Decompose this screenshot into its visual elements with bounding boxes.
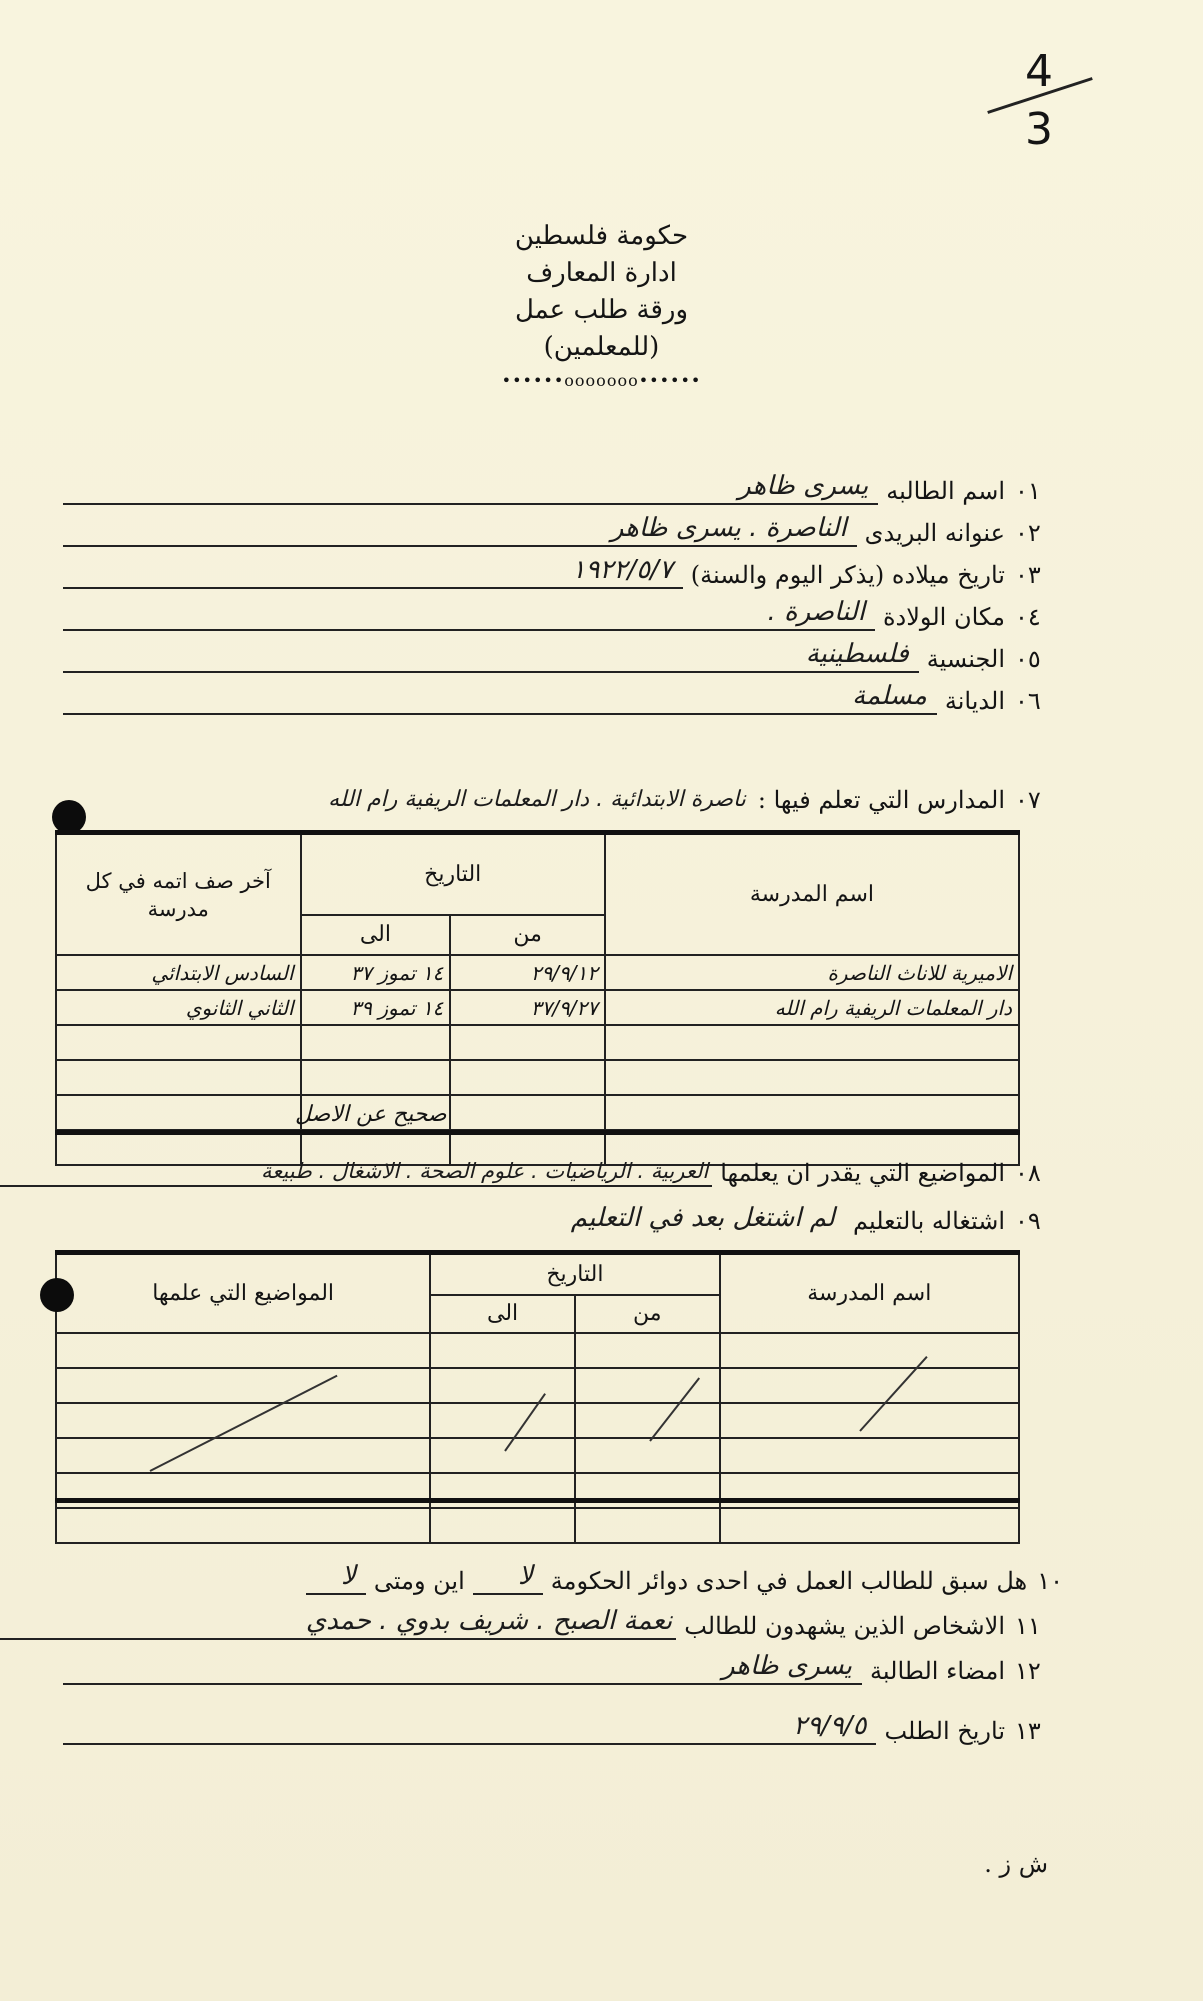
field-line	[0, 1606, 676, 1640]
field-line	[63, 597, 875, 631]
table-row	[56, 1095, 1019, 1130]
punch-hole	[52, 800, 86, 834]
cell-school: الاميرية للاناث الناصرة	[605, 955, 1019, 990]
table-row	[56, 1060, 1019, 1095]
punch-hole	[40, 1278, 74, 1312]
schools-table	[55, 835, 1020, 1166]
table-row	[56, 955, 1019, 990]
field-value: يسرى ظاهر	[721, 1651, 853, 1681]
table-rule	[55, 1130, 1020, 1135]
col-last-class: آخر صف اتمه في كل مدرسة	[56, 835, 301, 955]
col-school: اسم المدرسة	[605, 835, 1019, 955]
cell-to: ١٤ تموز ٣٩	[301, 990, 451, 1025]
cell-class: الثاني الثانوي	[56, 990, 301, 1025]
field-label-where-when: اين ومتى	[373, 1567, 465, 1595]
table-row	[56, 1508, 1019, 1543]
field-value: نعمة الصبح . شريف بدوي . حمدي	[305, 1606, 673, 1636]
field-government-service	[341, 1555, 1063, 1595]
field-label: الجنسية	[926, 645, 1005, 673]
cell-from: ٢٩/٩/١٢	[450, 955, 605, 990]
field-value: يسرى ظاهر	[738, 471, 869, 501]
field-label: عنوانه البريدى	[864, 519, 1005, 547]
col-from: من	[450, 915, 605, 955]
table-row	[56, 1403, 1019, 1438]
table-row	[56, 1368, 1019, 1403]
field-nationality	[63, 633, 1063, 673]
col-to: الى	[430, 1295, 575, 1333]
cell-school: دار المعلمات الريفية رام الله	[605, 990, 1019, 1025]
table-rule	[55, 1498, 1020, 1503]
field-birth-place	[63, 591, 1063, 631]
field-value: العربية . الرياضيات . علوم الصحة . الاشغال . طبيعة	[261, 1159, 709, 1183]
col-subjects: المواضيع التي علمها	[56, 1255, 430, 1333]
field-value: ناصرة الابتدائية . دار المعلمات الريفية رام الله	[328, 787, 746, 812]
field-value-where-when: لا	[341, 1561, 356, 1591]
field-label: الاشخاص الذين يشهدون للطالب	[684, 1612, 1005, 1640]
ornament-divider: ••••••ooooooo••••••	[501, 371, 702, 390]
field-value: الناصرة .	[767, 597, 865, 627]
col-date: التاريخ	[430, 1255, 719, 1295]
field-number: ٠٣	[1015, 561, 1041, 589]
field-number: ٠٦	[1015, 687, 1041, 715]
field-number: ٠٧	[1015, 786, 1041, 814]
field-postal-address	[63, 507, 1063, 547]
field-line	[63, 513, 857, 547]
field-line	[63, 1651, 862, 1685]
field-schools-attended	[0, 774, 1063, 814]
government-title: حكومة فلسطين	[514, 221, 689, 251]
field-value: ٢٩/٩/٥	[793, 1711, 867, 1741]
cell-class: السادس الابتدائي	[56, 955, 301, 990]
field-number: ٠١	[1015, 477, 1041, 505]
footer-code: ش ز .	[984, 1850, 1048, 1878]
field-label: اسم الطالبه	[886, 477, 1005, 505]
field-number: ٠٥	[1015, 645, 1041, 673]
cell-from: ٣٧/٩/٢٧	[450, 990, 605, 1025]
field-label: المواضيع التي يقدر ان يعلمها	[720, 1159, 1005, 1187]
folio-number	[1025, 46, 1053, 155]
field-number: ١٢	[1015, 1657, 1041, 1685]
field-line	[63, 555, 683, 589]
form-header	[0, 218, 1203, 396]
field-value: لم اشتغل بعد في التعليم	[570, 1203, 835, 1233]
field-teaching-experience	[503, 1195, 1063, 1235]
table-row	[56, 990, 1019, 1025]
folio-bottom: 3	[1025, 104, 1053, 155]
table-header-row	[56, 1255, 1019, 1295]
field-label: هل سبق للطالب العمل في احدى دوائر الحكومة	[550, 1567, 1028, 1595]
field-value: لا	[517, 1561, 533, 1591]
field-label: تاريخ الطلب	[884, 1717, 1005, 1745]
col-from: من	[575, 1295, 720, 1333]
field-label: الديانة	[944, 687, 1005, 715]
field-line	[63, 471, 878, 505]
field-line	[63, 681, 937, 715]
field-applicant-signature	[63, 1645, 1063, 1685]
field-number: ١٠	[1037, 1567, 1063, 1595]
field-line	[503, 1203, 845, 1235]
field-label: تاريخ ميلاده (يذكر اليوم والسنة)	[690, 561, 1005, 589]
field-number: ٠٩	[1015, 1207, 1041, 1235]
field-line	[306, 1561, 366, 1595]
field-line	[63, 1711, 876, 1745]
field-value: فلسطينية	[805, 639, 909, 669]
field-number: ٠٨	[1015, 1159, 1041, 1187]
table-row	[56, 1333, 1019, 1368]
col-school: اسم المدرسة	[720, 1255, 1019, 1333]
certified-copy-signature: صحيح عن الاصل	[295, 1102, 447, 1127]
field-line	[0, 1153, 712, 1187]
field-number: ٠٢	[1015, 519, 1041, 547]
field-number: ١٣	[1015, 1717, 1041, 1745]
form-title: ورقة طلب عمل	[514, 295, 689, 325]
field-line	[63, 639, 919, 673]
table-header-row	[56, 835, 1019, 915]
field-line	[0, 782, 750, 814]
table-row	[56, 1025, 1019, 1060]
field-applicant-name	[63, 465, 1063, 505]
field-line	[473, 1561, 543, 1595]
col-to: الى	[301, 915, 451, 955]
field-references	[0, 1600, 1063, 1640]
field-religion	[63, 675, 1063, 715]
field-label: امضاء الطالبة	[870, 1657, 1005, 1685]
field-value: مسلمة	[852, 681, 927, 711]
form-subtitle: (للمعلمين)	[543, 332, 660, 362]
field-subjects-can-teach	[0, 1147, 1063, 1187]
col-date: التاريخ	[301, 835, 605, 915]
folio-top: 4	[1025, 46, 1053, 97]
field-label: مكان الولادة	[882, 603, 1005, 631]
field-label: المدارس التي تعلم فيها :	[757, 786, 1005, 814]
field-value: ١٩٢٢/٥/٧	[571, 555, 673, 585]
field-number: ١١	[1015, 1612, 1041, 1640]
field-application-date	[63, 1705, 1063, 1745]
cell-to: ١٤ تموز ٣٧	[301, 955, 451, 990]
department-title: ادارة المعارف	[526, 258, 677, 288]
field-number: ٠٤	[1015, 603, 1041, 631]
field-birth-date	[63, 549, 1063, 589]
field-label: اشتغاله بالتعليم	[852, 1207, 1005, 1235]
field-value: الناصرة . يسرى ظاهر	[610, 513, 847, 543]
